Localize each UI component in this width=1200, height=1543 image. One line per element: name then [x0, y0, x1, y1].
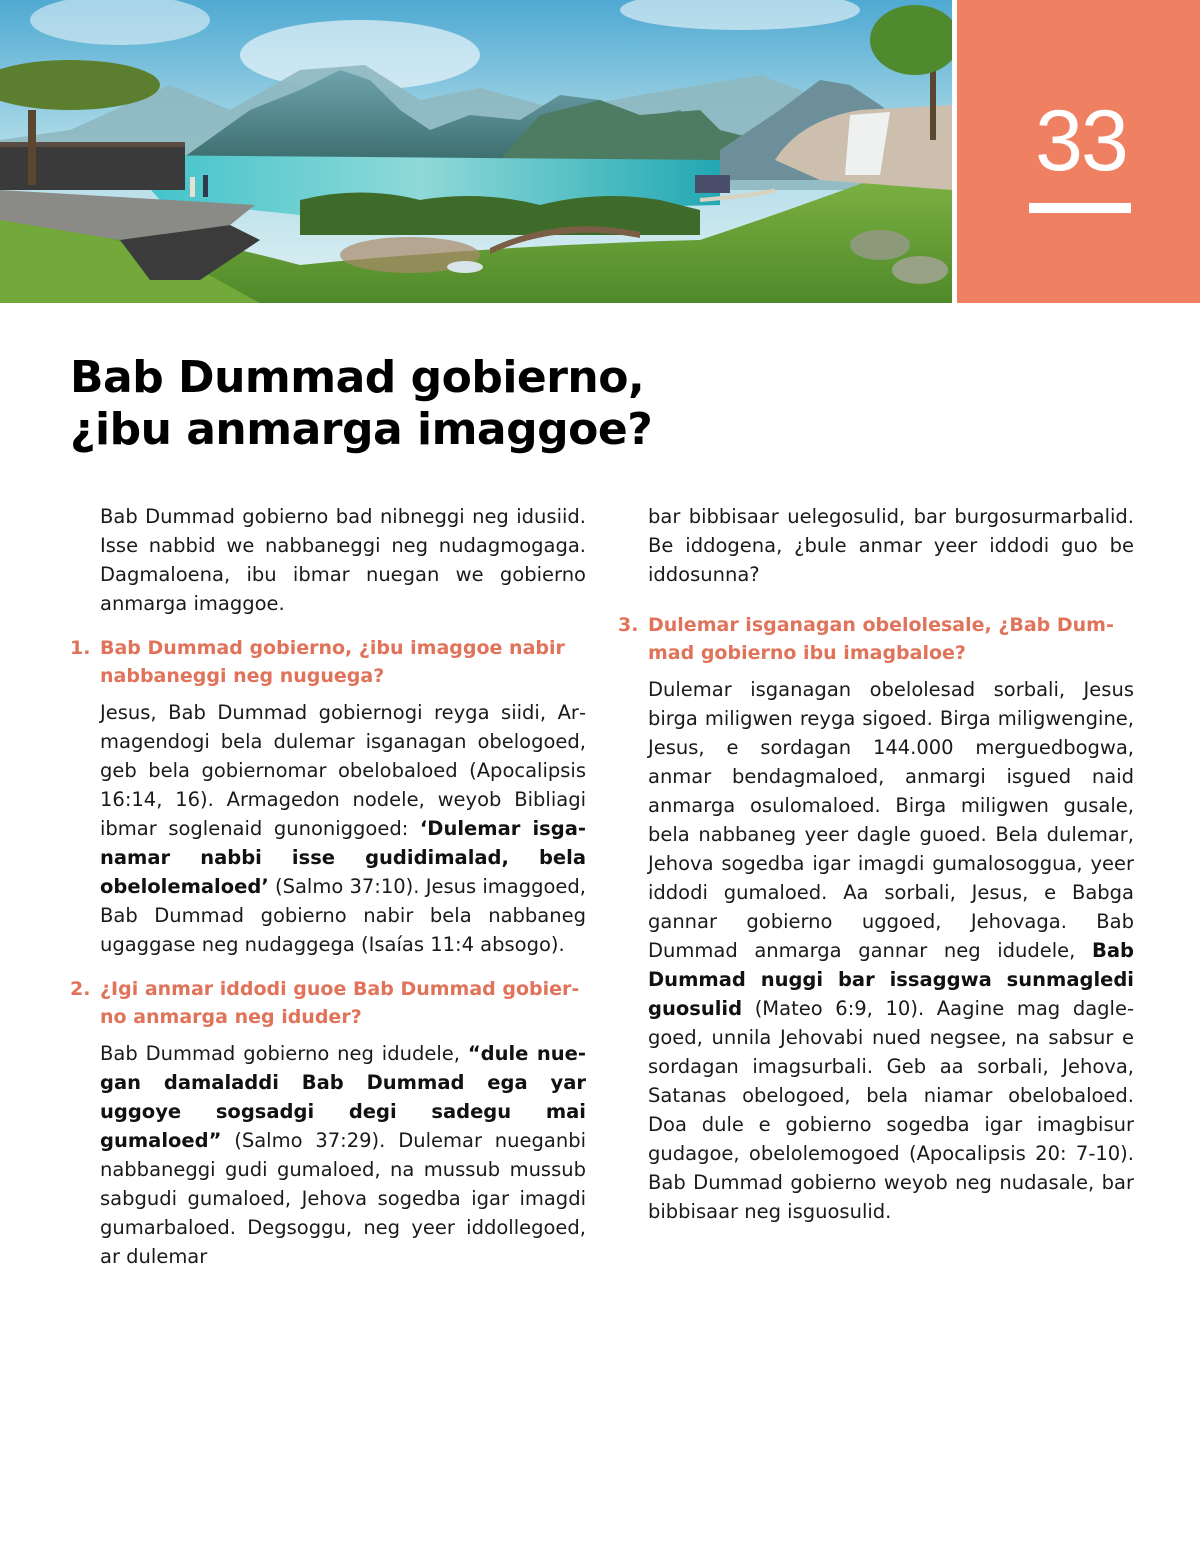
- answer-1-quote: ‘Dulemar isganamar nabbi isse gudidimalad, bela obelolemaloed’: [100, 817, 586, 898]
- answer-2-text-end: (Salmo 37:29). Dulemar nueganbi nabbaneggi gudi gumaloed, na mussub mussub sabgudi gumaloed, Jehova sogedba igar imagdi gumarbaloed. Degsoggu, neg yeer iddollegoed, ar dulemar: [100, 1129, 586, 1268]
- question-3-heading: [618, 611, 1134, 667]
- question-3-number: 3.: [618, 614, 639, 636]
- right-column: [618, 502, 1134, 1226]
- question-3-text: Dulemar isganagan obelolesale, ¿Bab Dummad gobierno ibu imagbaloe?: [648, 614, 1114, 664]
- intro-paragraph: Bab Dummad gobierno bad nibneggi neg idusiid. Isse nabbid we nabbaneggi neg nudagmogaga. Dagmaloena, ibu ibmar nuegan we gobierno anmarga imaggoe.: [100, 505, 586, 615]
- question-2-heading: [70, 975, 586, 1031]
- answer-2-paragraph: [70, 1039, 586, 1271]
- answer-2-quote: “dule nuegan damaladdi Bab Dummad ega yar uggoye sogsadgi degi sadegu mai gumaloed”: [100, 1042, 586, 1152]
- question-1-heading: [70, 634, 586, 690]
- answer-3-paragraph: [618, 675, 1134, 1226]
- lesson-number-badge: [957, 0, 1200, 303]
- title-line-1: Bab Dummad gobierno,: [70, 352, 645, 403]
- answer-3-quote: Bab Dummad nuggi bar issaggwa sunmagledi guosulid: [648, 939, 1134, 1020]
- question-1-text: Bab Dummad gobierno, ¿ibu imaggoe nabir nabbaneggi neg nuguega?: [100, 637, 565, 687]
- answer-1-text: Jesus, Bab Dummad gobiernogi reyga siidi, Armagendogi bela dulemar isganagan obelogoed, geb bela gobiernomar obelobaloed (Apocalipsis 16:14, 16). Armagedon nodele, weyob Bibliagi ibmar soglenaid gunoniggoed:: [100, 701, 586, 840]
- answer-3-text: Dulemar isganagan obelolesad sorbali, Jesus birga miligwen reyga sigoed. Birga miligwengine, Jesus, e sordagan 144.000 merguedbogwa, anmar bendagmaloed, anmargi isgued naid anmarga osulomaloed. Birga miligwen gusale, bela nabbaneg yeer dagle guoed. Bela dulemar, Jehova sogedba igar imagdi gumalosoggua, yeer iddodi gumaloed. Aa sorbali, Jesus, e Babga gannar gobierno uggoed, Jehovaga. Bab Dummad anmarga gannar neg idudele,: [648, 678, 1134, 962]
- page-title: [70, 352, 750, 456]
- lesson-number-underline: [1029, 203, 1131, 213]
- landscape-image: [0, 0, 952, 303]
- question-2-text: ¿Igi anmar iddodi guoe Bab Dummad gobierno anmarga neg iduder?: [100, 978, 580, 1028]
- title-line-2: ¿ibu anmarga imaggoe?: [70, 404, 653, 455]
- question-1-number: 1.: [70, 637, 91, 659]
- answer-3-text-end: (Mateo 6:9, 10). Aagine mag daglegoed, unnila Jehovabi nued negsee, na sabsur e sordagan imagsurbali. Geb aa sorbali, Jehova, Satanas obelogoed, bela niamar obelobaloed. Doa dule e gobierno sogedba igar imagbisur gudagoe, obelolemogoed (Apocalipsis 20: 7-10). Bab Dummad gobierno weyob neg nudasale, bar bibbisaar neg isguosulid.: [648, 997, 1134, 1223]
- answer-1-text-end: (Salmo 37:10). Jesus imaggoed, Bab Dummad gobierno nabir bela nabbaneg ugaggase neg nudaggega (Isaías 11:4 absogo).: [100, 875, 586, 956]
- answer-2-continuation: bar bibbisaar uelegosulid, bar burgosurmarbalid. Be iddogena, ¿bule anmar yeer iddodi guo be iddosunna?: [648, 505, 1134, 586]
- answer-2-text: Bab Dummad gobierno neg idudele,: [100, 1042, 468, 1065]
- answer-1-paragraph: [70, 698, 586, 959]
- lesson-number: 33: [1035, 93, 1127, 189]
- left-column: [70, 502, 586, 1271]
- hero-illustration: [0, 0, 952, 303]
- question-2-number: 2.: [70, 978, 91, 1000]
